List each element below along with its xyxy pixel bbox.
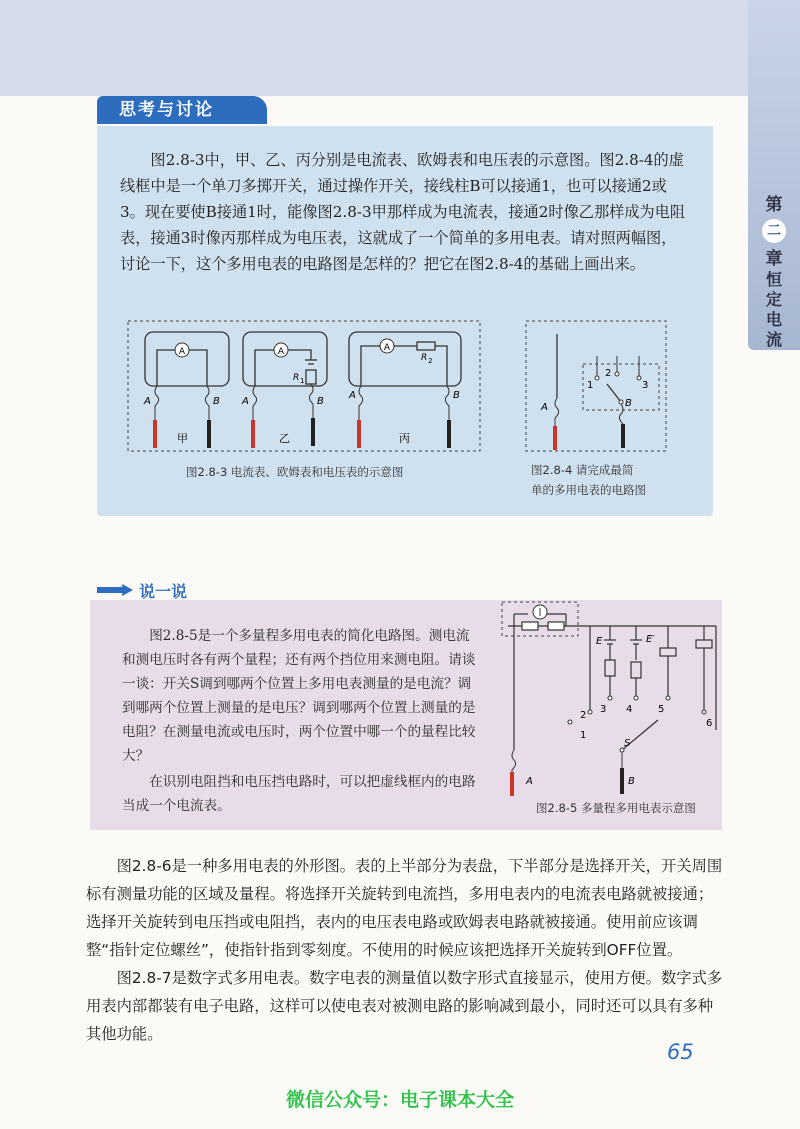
header-band	[0, 0, 800, 96]
red-probe-icon	[510, 772, 514, 796]
speak-paragraph-1: 图2.8-5是一个多量程多用电表的简化电路图。测电流和测电压时各有两个量程；还有两个挡位用来测电阻。请谈一谈：开关S调到哪两个位置上多用电表测量的是电流？调到哪两个位置上测量的是电压？调到哪两个位置上测量的是电阻？在测量电流或电压时，两个位置中哪一个的量程比较大？	[122, 628, 476, 764]
label-e-prime: E′	[646, 634, 655, 645]
label-b: B	[625, 398, 632, 409]
label-yi: 乙	[279, 432, 290, 445]
label-n3: 3	[600, 704, 607, 715]
figure-2-8-4-caption-2: 单的多用电表的电路图	[531, 483, 646, 497]
black-probe-icon	[207, 420, 211, 448]
label-r1: R	[293, 373, 300, 383]
chapter-prefix: 第	[765, 195, 783, 215]
switch-blade	[607, 384, 621, 402]
label-n6: 6	[706, 718, 713, 729]
label-jia: 甲	[177, 432, 188, 445]
label-r1-sub: 1	[300, 377, 305, 385]
label-a: A	[526, 776, 533, 787]
arrow-icon	[97, 584, 133, 596]
page-number: 65	[667, 1040, 694, 1064]
speak-heading	[97, 578, 187, 602]
ohmmeter-ammeter-symbol: A	[277, 347, 285, 357]
figure-2-8-4	[525, 320, 667, 452]
label-a-yi: A	[242, 396, 249, 407]
label-s: S	[624, 738, 631, 749]
voltmeter-ammeter-symbol: A	[383, 343, 391, 353]
figure-2-8-5-caption: 图2.8-5 多量程多用电表示意图	[536, 801, 696, 815]
label-a: A	[541, 402, 548, 413]
ammeter-diagram	[145, 332, 229, 386]
ammeter-symbol: A	[178, 347, 186, 357]
ohmmeter-diagram	[243, 332, 327, 386]
label-b-jia: B	[213, 396, 220, 407]
label-e: E	[596, 636, 603, 647]
label-bing: 丙	[399, 432, 410, 445]
label-n2: 2	[605, 368, 612, 379]
lead-a-bing	[359, 386, 363, 420]
chapter-number-badge: 二	[762, 219, 786, 243]
speak-heading-text: 说一说	[139, 581, 188, 601]
label-a-bing: A	[349, 390, 356, 401]
body-paragraph-2: 图2.8-7是数字式多用电表。数字电表的测量值以数字形式直接显示，使用方便。数字式多用表内部都装有电子电路，这样可以使电表对被测电路的影响减到最小，同时还可以具有多种其他功能。	[86, 969, 723, 1043]
lead-a-jia	[155, 386, 159, 420]
think-discuss-paragraph: 图2.8-3中，甲、乙、丙分别是电流表、欧姆表和电压表的示意图。图2.8-4的虚线框中是一个单刀多掷开关，通过操作开关，接线柱B可以接通1，也可以接通2或3。现在要使B接通1时，能像图2.8-3甲那样成为电流表，接通2时像乙那样成为电阻表，接通3时像丙那样成为电压表，这就成了一个简单的多用电表。请对照两幅图，讨论一下，这个多用电表的电路图是怎样的？把它在图2.8-4的基础上画出来。	[120, 151, 686, 273]
label-n5: 5	[658, 704, 665, 715]
lead-a-yi	[253, 386, 257, 420]
chapter-title: 恒定电流	[765, 270, 782, 349]
label-a-jia: A	[144, 396, 151, 407]
figure-2-8-5	[500, 600, 722, 798]
label-n3: 3	[642, 380, 649, 391]
black-probe-icon	[621, 424, 625, 448]
red-probe-icon	[153, 420, 157, 448]
lead-b-jia	[205, 386, 209, 420]
label-b-bing: B	[453, 390, 460, 401]
black-probe-icon	[447, 420, 451, 448]
label-n4: 4	[626, 704, 633, 715]
black-probe-icon	[620, 768, 624, 794]
label-r2: R	[421, 353, 428, 363]
figure-2-8-3	[127, 320, 481, 452]
label-n2: 2	[580, 710, 587, 721]
lead-b-yi	[309, 384, 313, 418]
body-paragraph-1: 图2.8-6是一种多用电表的外形图。表的上半部分为表盘，下半部分是选择开关，开关周围标有测量功能的区域及量程。将选择开关旋转到电流挡，多用电表内的电流表电路就被接通；选择开关旋转到电压挡或电阻挡，表内的电压表电路或欧姆表电路就被接通。使用前应该调整“指针定位螺丝”，使指针指到零刻度。不使用的时候应该把选择开关旋转到OFF位置。	[86, 857, 723, 959]
label-n1: 1	[580, 730, 587, 741]
label-b: B	[628, 776, 635, 787]
speak-paragraph-2: 在识别电阻挡和电压挡电路时，可以把虚线框内的电路当成一个电流表。	[122, 774, 476, 814]
lead-b-bing	[445, 386, 449, 420]
label-n1: 1	[587, 380, 594, 391]
think-discuss-heading: 思考与讨论	[97, 96, 267, 124]
red-probe-icon	[251, 420, 255, 448]
red-probe-icon	[357, 420, 361, 448]
figure-2-8-3-caption: 图2.8-3 电流表、欧姆表和电压表的示意图	[186, 465, 404, 479]
chapter-side-tab	[748, 0, 800, 350]
chapter-suffix: 章	[765, 249, 783, 269]
label-b-yi: B	[317, 396, 324, 407]
figure-2-8-4-caption-1: 图2.8-4 请完成最简	[531, 463, 634, 477]
red-probe-icon	[553, 426, 557, 450]
label-r2-sub: 2	[428, 357, 433, 365]
black-probe-icon	[311, 418, 315, 446]
watermark-text: 微信公众号：电子课本大全	[285, 1089, 514, 1111]
voltmeter-diagram	[349, 332, 461, 386]
